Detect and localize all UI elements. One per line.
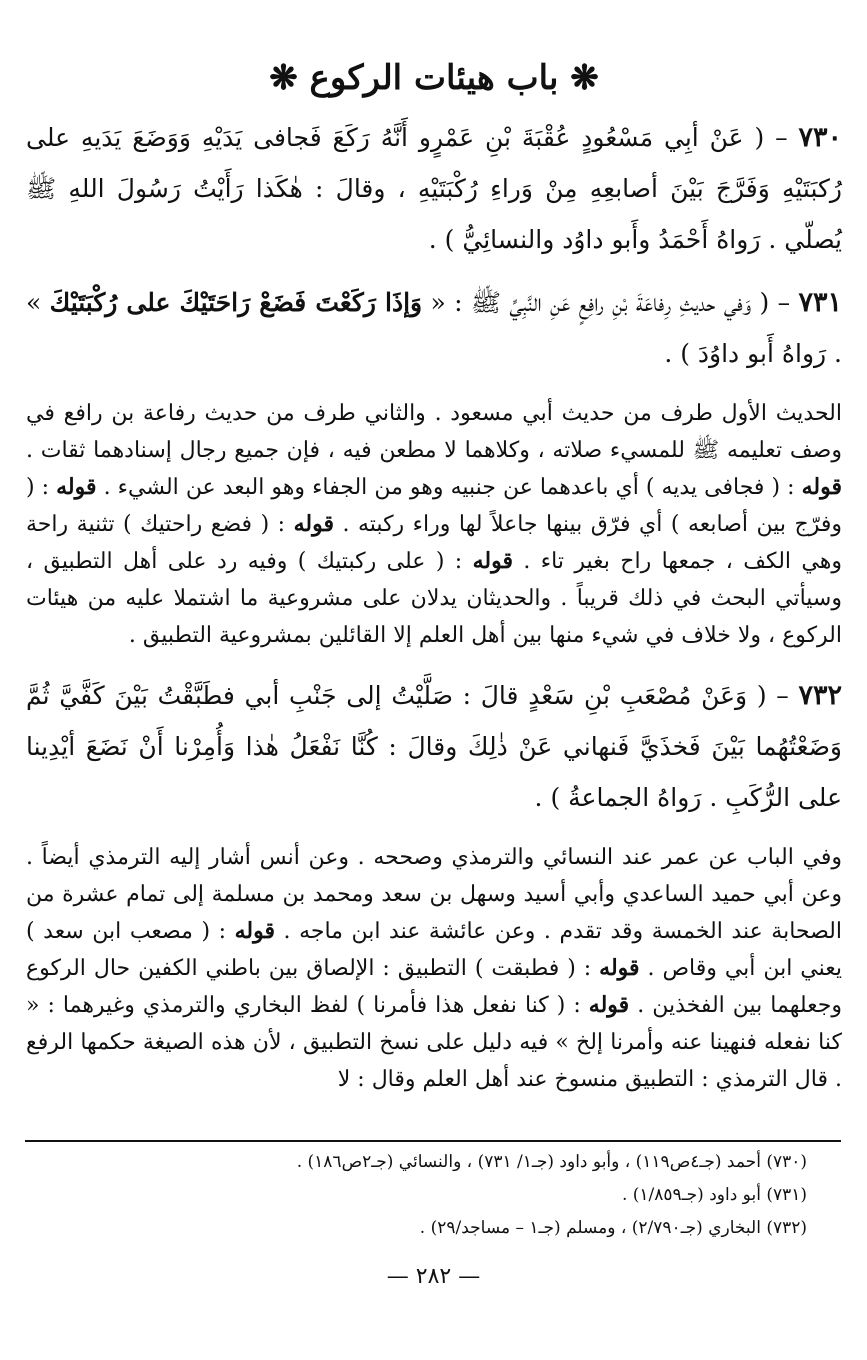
- footnote-divider: [25, 1140, 841, 1142]
- keyword-qawluhu: قوله: [234, 918, 275, 944]
- commentary-text: وفي الباب عن عمر عند النسائي والترمذي وصححه . وعن أنس أشار إليه الترمذي أيضاً . وعن أبي حميد الساعدي وأبي أسيد وسهل بن سعد ومحمد بن مسلمة إلى تمام عشرة من الصحابة عند الخمسة وقد تقدم . وعن عائشة عند ابن ماجه .: [26, 845, 842, 944]
- commentary-text: : ( فضع راحتيك ) تثنية راحة وهي الكف ، جمعها راح بغير تاء .: [26, 512, 842, 574]
- commentary-text: : ( مصعب ابن سعد ) يعني ابن أبي وقاص .: [26, 919, 843, 981]
- hadith-730: [26, 112, 842, 265]
- commentary-text: : ( فطبقت ) التطبيق : الإلصاق بين باطني الكفين حال الركوع وجعلهما بين الفخذين .: [26, 956, 842, 1018]
- keyword-qawluhu: قوله: [293, 511, 334, 537]
- hadith-text: » . رَواهُ أَبو داوُدَ ) .: [26, 288, 842, 368]
- keyword-qawluhu: قوله: [801, 474, 843, 500]
- hadith-number: ٧٣٠: [798, 122, 842, 153]
- footnotes: [47, 1146, 807, 1245]
- commentary-text: : ( على ركبتيك ) وفيه رد على أهل التطبيق ، وسيأتي البحث في ذلك قريباً . والحديثان يدلان على مشروعية ما اشتملا عليه من هيئات الركوع ، ولا خلاف في شيء منها بين أهل العلم إلا القائلين بمشروعية التطبيق .: [26, 549, 842, 648]
- footnote: (٧٣٢) البخاري (جـ٢/٧٩٠) ، ومسلم (جـ١ – مساجد/٢٩) .: [419, 1218, 807, 1238]
- commentary-paragraph: [26, 395, 842, 654]
- footnote: (٧٣١) أبو داود (جـ١/٨٥٩) .: [621, 1185, 807, 1205]
- hadith-quote: وَإذَا رَكَعْتَ فَضَعْ رَاحَتَيْكَ على رُكْبَتَيْكَ: [49, 288, 423, 317]
- chapter-title: ❋ باب هيئات الركوع ❋: [269, 58, 599, 98]
- commentary-text: الحديث الأول طرف من حديث أبي مسعود . والثاني طرف من حديث رفاعة بن رافع في وصف تعليمه ﷺ للمسيء صلاته ، وكلاهما لا مطعن فيه ، فإن جميع رجال إسنادهما ثقات .: [26, 401, 842, 463]
- hadith-number: ٧٣١: [798, 287, 842, 318]
- commentary-text: : ( فجافى يديه ) أي باعدهما عن جنبيه وهو من الجفاء وهو البعد عن الشيء .: [96, 475, 802, 500]
- keyword-qawluhu: قوله: [588, 992, 630, 1018]
- hadith-732: [26, 670, 842, 823]
- keyword-qawluhu: قوله: [599, 955, 640, 981]
- hadith-text: – ( وَعَنْ مُصْعَبِ بْنِ سَعْدٍ قالَ : صَلَّيْتُ إلى جَنْبِ أبي فطَبَّقْتُ بَيْنَ كَفَّيَّ ثُمَّ وَضَعْتُهُما بَيْنَ فَخذَيَّ فَنهاني عَنْ ذٰلِكَ وقالَ : كُنَّا نَفْعَلُ هٰذا وَأُمِرْنا أَنْ نَضَعَ أيْدِينا على الرُّكَبِ . رَواهُ الجماعةُ ) .: [26, 681, 842, 812]
- keyword-qawluhu: قوله: [56, 474, 97, 500]
- hadith-text: – ( عَنْ أبِي مَسْعُودٍ عُقْبَةَ بْنِ عَمْرٍو أَنَّهُ رَكَعَ فَجافى يَدَيْهِ وَوَضَعَ يَدَيهِ على رُكبَتَيْهِ وَفَرَّجَ بَيْنَ أصابعِهِ مِنْ وَراءِ رُكْبَتَيْهِ ، وقالَ : هٰكَذا رَأَيْتُ رَسُولَ اللهِ ﷺ يُصلّي . رَواهُ أَحْمَدُ وأَبو داوُد والنسائِيُّ ) .: [26, 123, 842, 254]
- commentary-paragraph: [26, 839, 842, 1098]
- hadith-number: ٧٣٢: [798, 680, 842, 711]
- hadith-text: – ( وَفي حديثِ رِفاعَةَ بْنِ رافِعٍ عَنِ النَّبِيِّ ﷺ : «: [422, 288, 799, 317]
- keyword-qawluhu: قوله: [472, 548, 513, 574]
- hadith-731: [26, 277, 842, 379]
- commentary-text: : ( كنا نفعل هذا فأمرنا ) لفظ البخاري والترمذي وغيرهما : « كنا نفعله فنهينا عنه وأمرنا إلخ » فيه دليل على نسخ التطبيق ، لأن هذه الصيغة حكمها الرفع . قال الترمذي : التطبيق منسوخ عند أهل العلم وقال : لا: [26, 993, 842, 1092]
- footnote: (٧٣٠) أحمد (جـ٤ص١١٩) ، وأبو داود (جـ١/ ٧٣١) ، والنسائي (جـ٢ص١٨٦) .: [296, 1152, 807, 1172]
- page-body: [26, 50, 842, 1098]
- commentary-text: : ( وفرّج بين أصابعه ) أي فرّق بينها جاعلاً لها وراء ركبته .: [26, 475, 843, 537]
- page-number: — ٢٨٢ —: [386, 1264, 481, 1289]
